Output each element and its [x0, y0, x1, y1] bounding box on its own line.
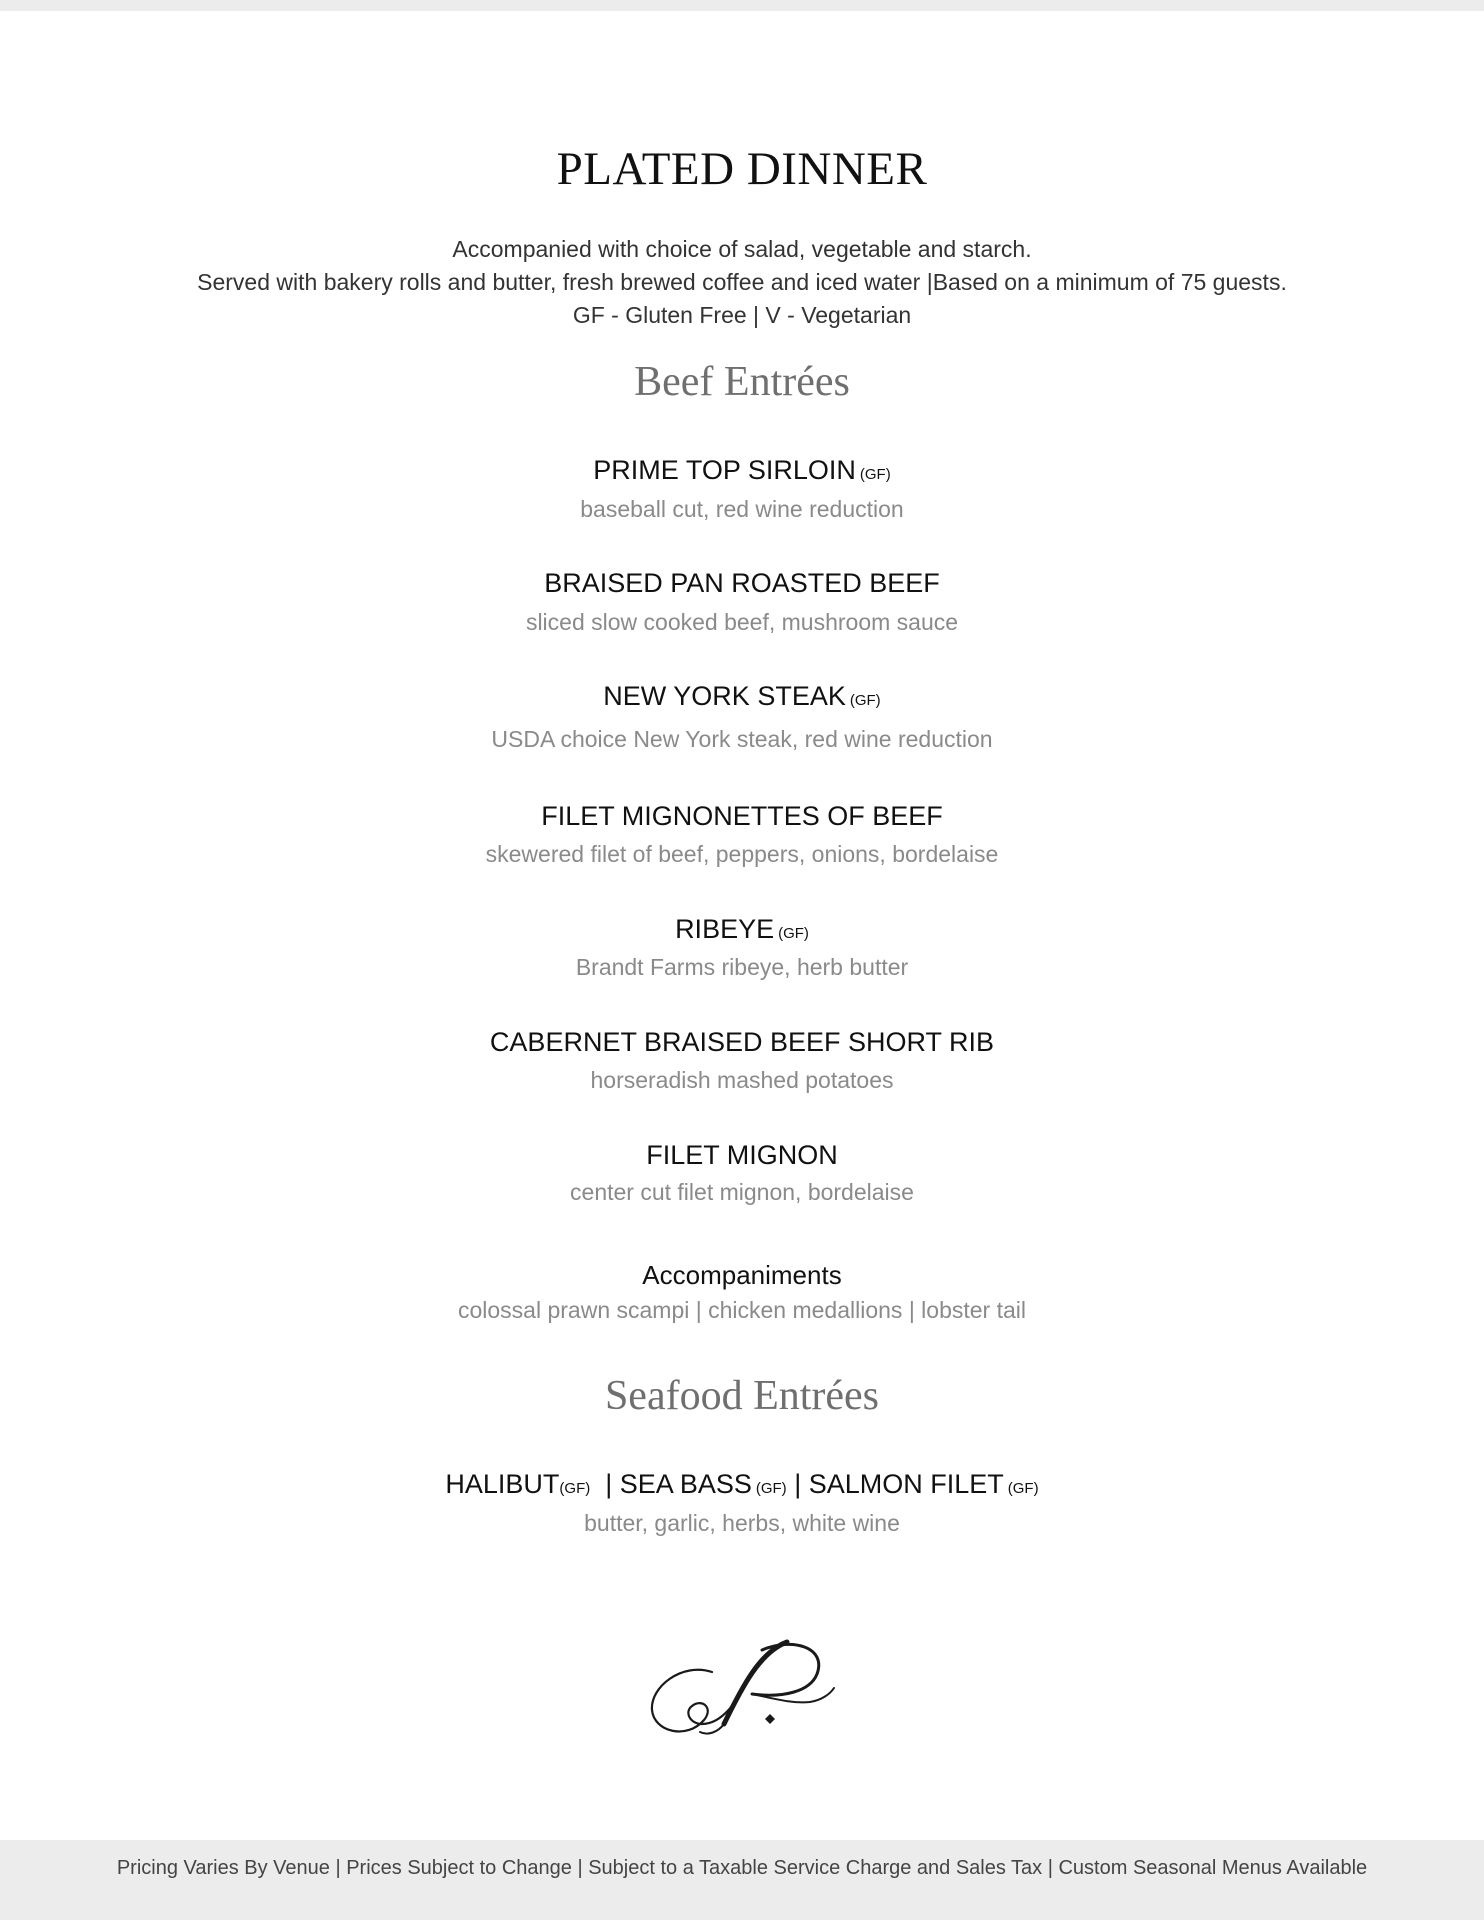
salmon-filet-name: SALMON FILET	[808, 1469, 1004, 1499]
menu-item-name: CABERNET BRAISED BEEF SHORT RIB	[489, 1027, 995, 1057]
gluten-free-tag: (GF)	[778, 925, 809, 942]
separator: |	[590, 1469, 620, 1499]
accompaniments-heading: Accompaniments	[642, 1260, 842, 1290]
menu-item-name: FILET MIGNONETTES OF BEEF	[541, 801, 943, 831]
top-strip	[0, 0, 1484, 11]
menu-item-description: USDA choice New York steak, red wine reduction	[491, 726, 993, 752]
script-p-monogram-icon	[642, 1632, 842, 1742]
intro-line-2: Served with bakery rolls and butter, fresh brewed coffee and iced water |Based on a minimum of 75 guests.	[197, 269, 1287, 295]
gluten-free-tag: (GF)	[755, 1480, 787, 1497]
gluten-free-tag: (GF)	[1007, 1480, 1039, 1497]
gluten-free-tag: (GF)	[559, 1480, 591, 1497]
intro-line-1: Accompanied with choice of salad, vegetable and starch.	[452, 236, 1032, 262]
menu-item-description: horseradish mashed potatoes	[590, 1067, 894, 1093]
intro-line-3: GF - Gluten Free | V - Vegetarian	[572, 302, 912, 328]
sea-bass-name: SEA BASS	[619, 1469, 752, 1499]
seafood-items-line	[0, 1469, 1484, 1500]
footer-bar	[0, 1840, 1484, 1920]
menu-item-description: center cut filet mignon, bordelaise	[570, 1179, 914, 1205]
menu-item-name: RIBEYE (GF)	[675, 914, 809, 944]
menu-item-description: skewered filet of beef, peppers, onions, bordelaise	[485, 841, 999, 867]
page-title: PLATED DINNER	[556, 143, 928, 195]
seafood-section-heading: Seafood Entrées	[604, 1373, 880, 1419]
accompaniments-description: colossal prawn scampi | chicken medallions | lobster tail	[457, 1297, 1027, 1323]
footer-note: Pricing Varies By Venue | Prices Subject to Change | Subject to a Taxable Service Charge and Sales Tax | Custom Seasonal Menus Available	[116, 1857, 1368, 1879]
separator: |	[786, 1469, 809, 1499]
menu-item-name: NEW YORK STEAK (GF)	[603, 681, 881, 711]
seafood-description: butter, garlic, herbs, white wine	[584, 1510, 900, 1536]
menu-item-name: PRIME TOP SIRLOIN (GF)	[593, 455, 891, 485]
beef-section-heading: Beef Entrées	[634, 359, 850, 405]
menu-item-description: sliced slow cooked beef, mushroom sauce	[525, 609, 959, 635]
halibut-name: HALIBUT	[445, 1469, 560, 1499]
menu-item-description: baseball cut, red wine reduction	[580, 496, 904, 522]
gluten-free-tag: (GF)	[849, 692, 881, 709]
menu-item-name: FILET MIGNON	[646, 1140, 838, 1170]
menu-item-name: BRAISED PAN ROASTED BEEF	[544, 568, 940, 598]
gluten-free-tag: (GF)	[859, 466, 891, 483]
menu-item-description: Brandt Farms ribeye, herb butter	[575, 954, 909, 980]
